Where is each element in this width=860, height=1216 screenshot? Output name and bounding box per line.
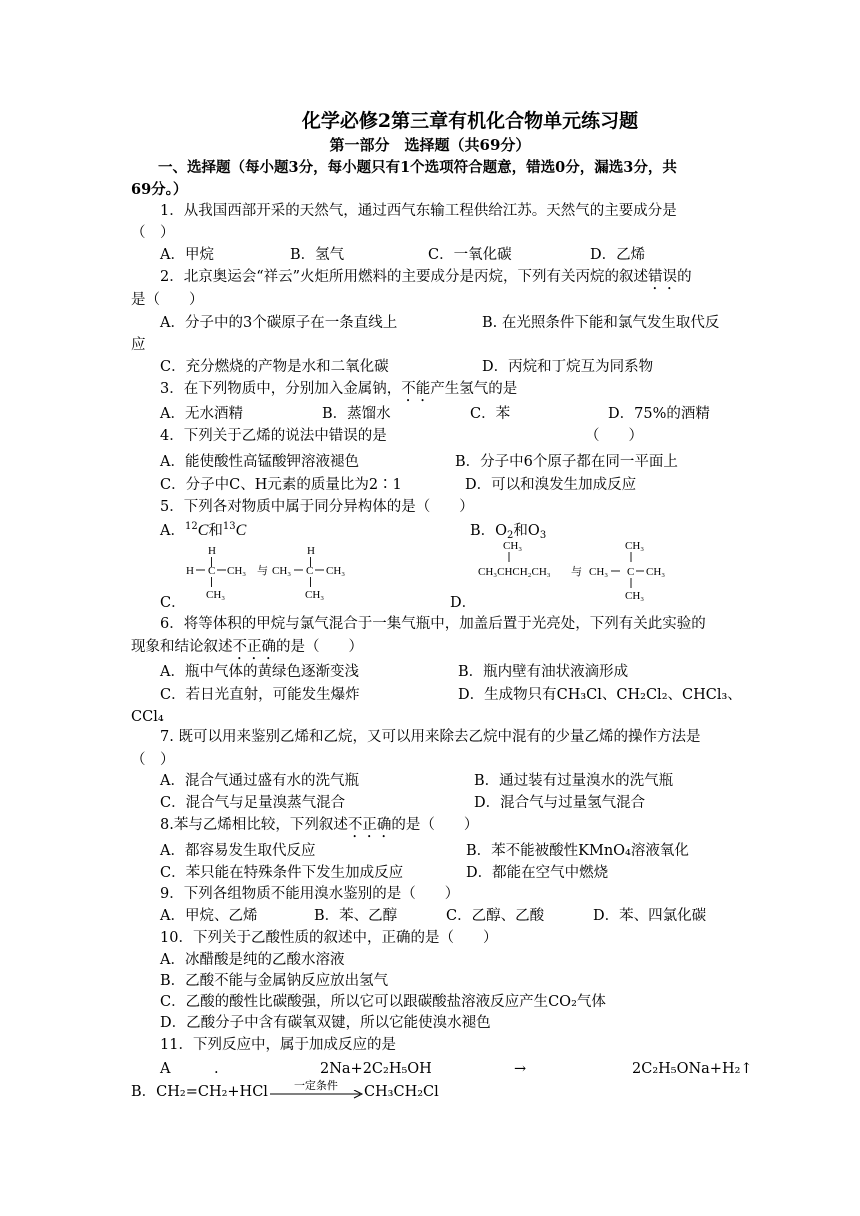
- question-4-paren: （ ）: [585, 428, 643, 444]
- q8-option-a: A．都容易发生取代反应: [160, 843, 316, 859]
- q5-a-mass-13: 13: [222, 521, 236, 532]
- question-1-stem: 1．从我国西部开采的天然气，通过西气东输工程供给江苏。天然气的主要成分是: [160, 203, 677, 219]
- q5-b-sub-2: 2: [507, 530, 514, 541]
- q5-c2-ch3-right: CH₃: [326, 565, 346, 577]
- q6-option-d-cont: CCl₄: [131, 709, 164, 725]
- question-1-paren: （ ）: [131, 225, 175, 241]
- q5-c-h-left: H: [186, 565, 194, 577]
- question-6-stem: 6．将等体积的甲烷与氯气混合于一集气瓶中，加盖后置于光亮处，下列有关此实验的: [160, 616, 706, 632]
- q5-d-chain: CH₃CHCH₂CH₃: [478, 566, 551, 578]
- q5-option-c-label: C．: [160, 595, 186, 611]
- q6-stem-post: 的是（ ）: [276, 639, 363, 655]
- q5-d-and: 与: [571, 566, 582, 578]
- q7-option-a: A．混合气通过盛有水的洗气瓶: [160, 773, 359, 789]
- q11-option-b: [131, 1079, 439, 1102]
- q10-option-c: C．乙酸的酸性比碳酸强，所以它可以跟碳酸盐溶液反应产生CO₂气体: [160, 994, 606, 1010]
- q3-stem-emphasis: 不能: [401, 381, 431, 397]
- q3-stem-pre: 3．在下列物质中，分别加入金属钠，: [160, 381, 402, 397]
- q8-option-c: C．苯只能在特殊条件下发生加成反应: [160, 865, 404, 881]
- q1-option-b: B．氢气: [290, 247, 345, 263]
- q8-option-d: D．都能在空气中燃烧: [466, 865, 609, 881]
- q5-option-a: [160, 521, 246, 541]
- q5-d2-ch3-bottom: CH₃: [625, 590, 645, 602]
- question-11-stem: 11．下列反应中，属于加成反应的是: [160, 1037, 396, 1053]
- question-4-stem: 4．下列关于乙烯的说法中错误的是: [160, 428, 387, 444]
- q6-option-b: B．瓶内壁有油状液滴形成: [458, 664, 629, 680]
- question-7-stem: 7. 既可以用来鉴别乙烯和乙烷，又可以用来除去乙烷中混有的少量乙烯的操作方法是: [160, 729, 701, 745]
- q5-c2-ch3-bottom: CH₃: [305, 589, 325, 601]
- q1-option-c: C．一氧化碳: [428, 247, 512, 263]
- q6-option-d: D．生成物只有CH₃Cl、CH₂Cl₂、CHCl₃、: [458, 687, 742, 703]
- q5-a-and: 和: [208, 523, 223, 539]
- q3-option-b: B．蒸馏水: [322, 406, 391, 422]
- q8-option-b: B．苯不能被酸性KMnO₄溶液氧化: [466, 843, 689, 859]
- q5-c-carbon: C: [208, 565, 216, 577]
- q6-stem-emphasis: 不正确: [232, 639, 276, 655]
- question-3-stem: [160, 379, 517, 405]
- q5-option-d-label: D．: [450, 595, 477, 611]
- q5-c-structures: [184, 543, 364, 605]
- q10-option-b: B．乙酸不能与金属钠反应放出氢气: [160, 973, 389, 989]
- q3-stem-post: 产生氢气的是: [430, 381, 518, 397]
- q10-option-a: A．冰醋酸是纯的乙酸水溶液: [160, 952, 345, 968]
- q5-d2-carbon: C: [627, 566, 635, 578]
- q7-option-c: C．混合气与足量溴蒸气混合: [160, 795, 346, 811]
- q11-option-a-dot: .: [214, 1061, 219, 1077]
- q7-option-b: B．通过装有过量溴水的洗气瓶: [474, 773, 674, 789]
- q9-option-b: B．苯、乙醇: [314, 908, 398, 924]
- q4-option-b: B．分子中6个原子都在同一平面上: [455, 454, 678, 470]
- q6-option-c: C．若日光直射，可能发生爆炸: [160, 687, 360, 703]
- q5-d-ch3-branch: CH₃: [503, 540, 523, 552]
- q8-stem-pre: 8.苯与乙烯相比较，下列叙述: [160, 817, 348, 833]
- question-9-stem: 9．下列各组物质不能用溴水鉴别的是（ ）: [160, 886, 460, 902]
- q5-b-text: B．O: [470, 523, 508, 539]
- q11-option-a-products: 2C₂H₅ONa+H₂↑: [632, 1061, 753, 1077]
- section-instructions-cont: 69分。）: [131, 181, 188, 198]
- q3-option-a: A．无水酒精: [160, 406, 243, 422]
- reaction-arrow: [268, 1079, 364, 1102]
- q4-option-d: D．可以和溴发生加成反应: [465, 477, 637, 493]
- q2-stem-pre: 2．北京奥运会“祥云”火炬所用燃料的主要成分是丙烷，下列有关丙烷的叙述: [160, 269, 649, 285]
- q5-d-structures: [476, 538, 676, 604]
- q6-option-a: A．瓶中气体的黄绿色逐渐变浅: [160, 664, 359, 680]
- q9-option-c: C．乙醇、乙酸: [446, 908, 545, 924]
- q5-b-mid: 和O: [513, 523, 540, 539]
- q5-d2-ch3-top: CH₃: [625, 540, 645, 552]
- q11-b-reactants: B．CH₂=CH₂+HCl: [131, 1084, 268, 1100]
- q2-stem-post: 的: [677, 269, 692, 285]
- q4-option-a: A．能使酸性高锰酸钾溶液褪色: [160, 454, 359, 470]
- q11-b-product: CH₃CH₂Cl: [363, 1084, 439, 1100]
- q11-option-a-label: A: [160, 1061, 171, 1077]
- q1-option-d: D．乙烯: [590, 247, 646, 263]
- question-5-stem: 5．下列各对物质中属于同分异构体的是（ ）: [160, 499, 474, 515]
- q5-c2-ch3-left: CH₃: [272, 565, 292, 577]
- q5-a-label: A．: [160, 523, 185, 539]
- q8-stem-post: 的是（ ）: [391, 817, 479, 833]
- question-6-stem-cont: [131, 637, 363, 663]
- q10-option-d: D．乙酸分子中含有碳氧双键，所以它能使溴水褪色: [160, 1015, 491, 1031]
- question-8-stem: [160, 815, 478, 841]
- q5-a-carbon: C: [197, 522, 209, 539]
- q5-c-ch3-bottom: CH₃: [206, 589, 226, 601]
- q4-option-c: C．分子中C、H元素的质量比为2∶1: [160, 477, 402, 493]
- section-instructions: 一、选择题（每小题3分，每小题只有1个选项符合题意，错选0分，漏选3分，共: [158, 159, 677, 176]
- part-heading: 第一部分 选择题（共69分）: [329, 136, 531, 154]
- q11-option-a-reactants: 2Na+2C₂H₅OH: [320, 1061, 432, 1077]
- question-2-stem: [160, 267, 692, 293]
- q11-option-a-arrow: →: [514, 1061, 527, 1077]
- reaction-condition: 一定条件: [293, 1079, 338, 1092]
- q9-option-a: A．甲烷、乙烯: [160, 908, 258, 924]
- q2-option-a: A．分子中的3个碳原子在一条直线上: [160, 315, 398, 331]
- q5-c-h-top: H: [208, 545, 216, 557]
- q3-option-d: D．75%的酒精: [608, 406, 710, 422]
- q5-d2-ch3-right: CH₃: [646, 566, 666, 578]
- question-7-paren: （ ）: [131, 752, 175, 768]
- q1-option-a: A．甲烷: [160, 247, 214, 263]
- q5-a-mass-12: 12: [184, 521, 198, 532]
- q2-option-b-cont: 应: [131, 337, 146, 353]
- q3-option-c: C．苯: [470, 406, 511, 422]
- q5-d2-ch3-left: CH₃: [589, 566, 609, 578]
- q2-stem-emphasis: 错误: [648, 269, 678, 285]
- q5-c2-h-top: H: [307, 545, 315, 557]
- q5-a-carbon-2: C: [235, 522, 247, 539]
- arrow-right-icon: [268, 1090, 364, 1100]
- page-title: 化学必修2第三章有机化合物单元练习题: [301, 110, 639, 132]
- q5-c-and: 与: [257, 565, 268, 577]
- q2-option-b: B. 在光照条件下能和氯气发生取代反: [482, 315, 720, 331]
- question-10-stem: 10．下列关于乙酸性质的叙述中，正确的是（ ）: [160, 930, 498, 946]
- q5-b-sub-3: 3: [539, 530, 547, 541]
- question-2-paren: 是（ ）: [131, 292, 204, 308]
- q2-option-c: C．充分燃烧的产物是水和二氧化碳: [160, 359, 389, 375]
- q6-stem-pre: 现象和结论叙述: [131, 639, 233, 655]
- q5-c2-carbon: C: [306, 565, 314, 577]
- q5-c-ch3-right: CH₃: [227, 565, 247, 577]
- q7-option-d: D．混合气与过量氢气混合: [474, 795, 646, 811]
- q8-stem-emphasis: 不正确: [347, 817, 392, 833]
- q9-option-d: D．苯、四氯化碳: [593, 908, 707, 924]
- q2-option-d: D．丙烷和丁烷互为同系物: [482, 359, 654, 375]
